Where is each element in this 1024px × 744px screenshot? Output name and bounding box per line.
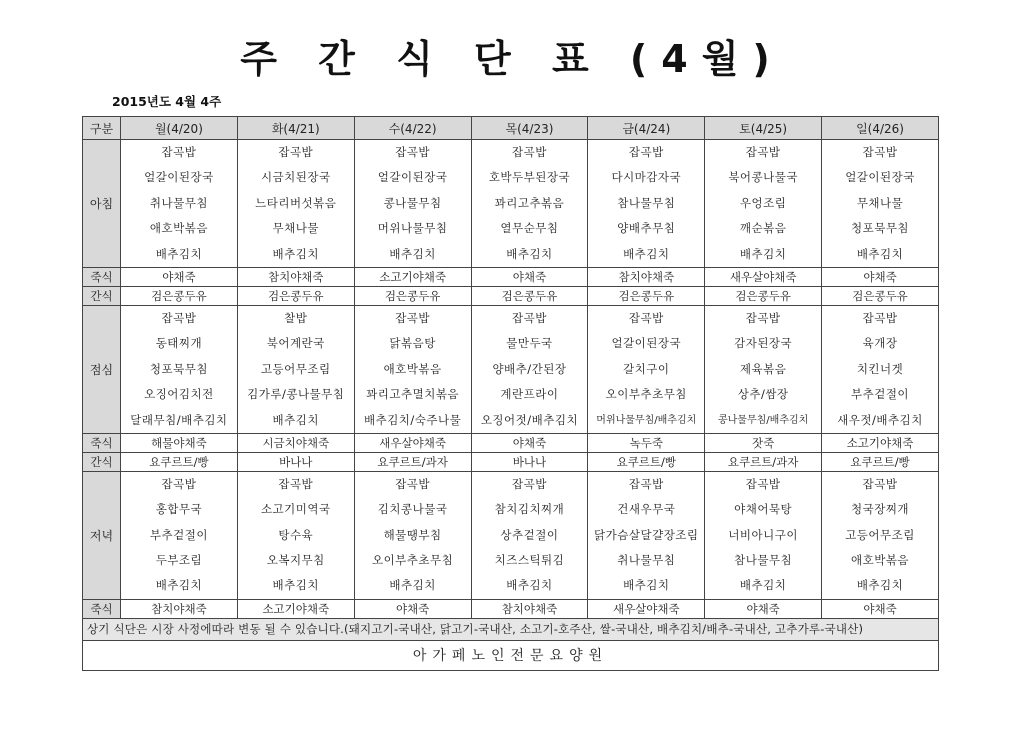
menu-item: 우엉조림 (739, 195, 787, 210)
menu-item: 새우젓/배추김치 (837, 412, 923, 427)
menu-item: 새우살야채죽 (705, 267, 822, 286)
menu-item: 배추김치 (739, 246, 787, 261)
menu-item: 배추김치 (272, 578, 319, 593)
menu-item: 요쿠르트/과자 (705, 452, 822, 471)
menu-item: 소고기야채죽 (237, 599, 354, 618)
menu-item: 잡곡밥 (745, 476, 781, 491)
menu-item: 참나물무침 (617, 195, 676, 210)
menu-item: 잡곡밥 (862, 476, 898, 491)
row-label: 죽식 (83, 267, 121, 286)
menu-item: 참나물무침 (734, 553, 793, 568)
menu-item: 잡곡밥 (628, 476, 664, 491)
menu-item: 검은콩두유 (705, 286, 822, 305)
menu-item: 잡곡밥 (745, 145, 781, 159)
menu-item: 잡곡밥 (395, 310, 431, 325)
menu-item: 검은콩두유 (121, 286, 238, 305)
menu-item: 부추겉절이 (149, 527, 208, 542)
menu-item: 얼갈이된장국 (611, 336, 682, 351)
menu-item: 상추/쌈장 (737, 387, 789, 402)
menu-item: 바나나 (237, 452, 354, 471)
menu-item: 육개장 (862, 336, 898, 351)
menu-item: 두부조림 (155, 553, 203, 568)
menu-item: 해물땡부침 (383, 527, 442, 542)
single-row (83, 433, 939, 452)
menu-item: 잡곡밥 (395, 145, 431, 159)
menu-item: 머위나물무침 (377, 221, 448, 236)
menu-item: 잡곡밥 (161, 310, 197, 325)
menu-item: 홍합무국 (155, 502, 203, 517)
menu-cell (354, 305, 471, 433)
menu-item: 요쿠르트/빵 (121, 452, 238, 471)
menu-item: 배추김치 (155, 578, 203, 593)
menu-item: 야채어묵탕 (734, 502, 793, 517)
menu-cell (705, 471, 822, 599)
menu-item: 잡곡밥 (161, 476, 197, 491)
menu-item: 꽈리고추볶음 (494, 195, 565, 210)
header-day: 금(4/24) (588, 117, 705, 140)
row-label: 저녁 (83, 471, 121, 599)
menu-item: 야채죽 (822, 599, 939, 618)
row-label: 간식 (83, 452, 121, 471)
menu-item: 동태찌개 (155, 336, 203, 351)
menu-item: 배추김치 (272, 246, 319, 261)
menu-item: 배추김치 (856, 246, 904, 261)
menu-item: 애호박볶음 (149, 221, 208, 236)
menu-item: 녹두죽 (588, 433, 705, 452)
menu-item: 청포묵무침 (149, 361, 208, 376)
meal-row (83, 471, 939, 599)
menu-cell (237, 140, 354, 268)
facility-row (83, 640, 939, 670)
menu-cell (354, 471, 471, 599)
menu-item: 소고기야채죽 (822, 433, 939, 452)
menu-item: 야채죽 (471, 433, 588, 452)
menu-cell (588, 140, 705, 268)
menu-item: 야채죽 (471, 267, 588, 286)
menu-item: 참치야채죽 (237, 267, 354, 286)
menu-item: 느타리버섯볶음 (255, 195, 337, 210)
menu-item: 애호박볶음 (383, 361, 442, 376)
menu-cell (121, 140, 238, 268)
menu-item: 시금치야채죽 (237, 433, 354, 452)
menu-item: 배추김치 (623, 578, 670, 593)
menu-cell (471, 140, 588, 268)
menu-item: 새우살야채죽 (354, 433, 471, 452)
menu-item: 잡곡밥 (628, 145, 664, 159)
menu-item: 오복지무침 (266, 553, 325, 568)
menu-item: 검은콩두유 (588, 286, 705, 305)
menu-item: 새우살야채죽 (588, 599, 705, 618)
menu-item: 꽈리고추멸치볶음 (366, 387, 460, 402)
menu-item: 시금치된장국 (260, 170, 331, 185)
menu-item: 김가루/콩나물무침 (247, 387, 345, 402)
menu-item: 야채죽 (121, 267, 238, 286)
menu-item: 머위나물무침/배추김치 (596, 414, 697, 426)
menu-item: 북어콩나물국 (728, 170, 798, 185)
row-label: 죽식 (83, 599, 121, 618)
menu-item: 무채나물 (272, 221, 319, 236)
menu-item: 배추김치 (389, 246, 436, 261)
menu-item: 너비아니구이 (728, 527, 798, 542)
menu-item: 소고기미역국 (260, 502, 331, 517)
row-label: 죽식 (83, 433, 121, 452)
header-row (83, 117, 939, 140)
menu-item: 잡곡밥 (512, 476, 547, 491)
header-day: 수(4/22) (354, 117, 471, 140)
header-day: 일(4/26) (822, 117, 939, 140)
menu-cell (121, 471, 238, 599)
menu-item: 청국장찌개 (851, 502, 910, 517)
menu-item: 잣죽 (705, 433, 822, 452)
menu-item: 배추김치 (856, 578, 904, 593)
menu-item: 잡곡밥 (745, 310, 781, 325)
row-label: 점심 (83, 305, 121, 433)
menu-item: 잡곡밥 (395, 476, 431, 491)
menu-item: 콩나물무침 (383, 195, 442, 210)
menu-item: 계란프라이 (500, 387, 559, 402)
menu-item: 참치야채죽 (121, 599, 238, 618)
menu-item: 배추김치 (506, 578, 553, 593)
menu-item: 배추김치 (739, 578, 787, 593)
row-label: 아침 (83, 140, 121, 268)
menu-item: 김치콩나물국 (377, 502, 448, 517)
menu-cell (237, 471, 354, 599)
menu-item: 무채나물 (856, 195, 904, 210)
menu-item: 깨순볶음 (739, 221, 787, 236)
header-day: 토(4/25) (705, 117, 822, 140)
menu-item: 제육볶음 (739, 361, 787, 376)
menu-item: 콩나물무침/배추김치 (717, 414, 809, 426)
row-label: 간식 (83, 286, 121, 305)
single-row (83, 599, 939, 618)
header-day: 목(4/23) (471, 117, 588, 140)
menu-item: 호박두부된장국 (488, 170, 571, 185)
menu-item: 물만두국 (506, 336, 553, 351)
menu-item: 야채죽 (705, 599, 822, 618)
menu-item: 배추김치 (389, 578, 436, 593)
menu-item: 잡곡밥 (862, 145, 898, 159)
menu-item: 참치김치찌개 (494, 502, 565, 517)
menu-item: 북어계란국 (266, 336, 325, 351)
menu-item: 검은콩두유 (471, 286, 588, 305)
menu-item: 소고기야채죽 (354, 267, 471, 286)
menu-item: 검은콩두유 (822, 286, 939, 305)
menu-cell (588, 305, 705, 433)
menu-item: 치킨너겟 (856, 361, 904, 376)
menu-item: 닭가슴살달걀장조림 (594, 527, 699, 542)
menu-item: 잡곡밥 (512, 145, 547, 159)
page-title: 주 간 식 단 표 (4월) (240, 37, 784, 81)
menu-item: 배추김치 (272, 412, 319, 427)
menu-item: 해물야채죽 (121, 433, 238, 452)
menu-item: 얼갈이된장국 (144, 170, 214, 185)
menu-item: 잡곡밥 (278, 476, 314, 491)
menu-body (83, 140, 939, 619)
menu-item: 배추김치/숙주나물 (363, 412, 462, 427)
menu-cell (471, 471, 588, 599)
menu-item: 바나나 (471, 452, 588, 471)
menu-item: 건새우무국 (617, 502, 676, 517)
meal-row (83, 140, 939, 268)
menu-item: 검은콩두유 (237, 286, 354, 305)
menu-item: 다시마감자국 (611, 170, 682, 185)
menu-item: 얼갈이된장국 (377, 170, 448, 185)
facility-name: 아가페노인전문요양원 (83, 640, 939, 670)
single-row (83, 267, 939, 286)
menu-item: 탕수육 (278, 527, 314, 542)
menu-item: 오징어젓/배추김치 (480, 412, 579, 427)
menu-item: 요쿠르트/빵 (822, 452, 939, 471)
menu-cell (822, 471, 939, 599)
menu-cell (705, 305, 822, 433)
menu-item: 치즈스틱튀김 (494, 553, 565, 568)
menu-cell (354, 140, 471, 268)
menu-item: 잡곡밥 (278, 145, 314, 159)
menu-item: 찰밥 (284, 310, 308, 325)
menu-item: 고등어무조림 (260, 361, 331, 376)
menu-cell (121, 305, 238, 433)
menu-cell (471, 305, 588, 433)
header-category: 구분 (83, 117, 121, 140)
menu-item: 양배추무침 (617, 221, 676, 236)
menu-item: 감자된장국 (734, 336, 793, 351)
menu-item: 오이부추초무침 (371, 553, 454, 568)
menu-item: 잡곡밥 (512, 310, 547, 325)
menu-item: 오이부추초무침 (605, 387, 687, 402)
menu-item: 얼갈이된장국 (845, 170, 915, 185)
menu-item: 야채죽 (354, 599, 471, 618)
menu-item: 상추겉절이 (500, 527, 559, 542)
menu-item: 닭볶음탕 (389, 336, 436, 351)
menu-item: 고등어무조림 (845, 527, 915, 542)
single-row (83, 286, 939, 305)
menu-item: 청포묵무침 (851, 221, 910, 236)
menu-item: 참치야채죽 (471, 599, 588, 618)
menu-item: 애호박볶음 (851, 553, 910, 568)
menu-item: 오징어김치전 (144, 387, 214, 402)
menu-item: 취나물무침 (617, 553, 676, 568)
notice-row (83, 618, 939, 640)
menu-item: 잡곡밥 (628, 310, 664, 325)
menu-cell (822, 140, 939, 268)
menu-cell (237, 305, 354, 433)
menu-item: 양배추/간된장 (492, 361, 567, 376)
origin-notice: 상기 식단은 시장 사정에따라 변동 될 수 있습니다.(돼지고기-국내산, 닭고기-국내산, 소고기-호주산, 쌀-국내산, 배추김치/배추-국내산, 고추가루-국내산) (83, 618, 939, 640)
menu-item: 열무순무침 (500, 221, 559, 236)
menu-item: 취나물무침 (149, 195, 208, 210)
menu-item: 요쿠르트/과자 (354, 452, 471, 471)
header-day: 화(4/21) (237, 117, 354, 140)
menu-item: 요쿠르트/빵 (588, 452, 705, 471)
menu-cell (822, 305, 939, 433)
menu-item: 달래무침/배추김치 (130, 412, 228, 427)
menu-item: 야채죽 (822, 267, 939, 286)
menu-item: 잡곡밥 (862, 310, 898, 325)
menu-item: 참치야채죽 (588, 267, 705, 286)
header-day: 월(4/20) (121, 117, 238, 140)
weekly-menu-table (82, 116, 939, 671)
menu-item: 잡곡밥 (161, 145, 197, 159)
menu-item: 검은콩두유 (354, 286, 471, 305)
menu-item: 부추겉절이 (851, 387, 910, 402)
menu-item: 갈치구이 (623, 361, 670, 376)
menu-cell (588, 471, 705, 599)
week-label: 2015년도 4월 4주 (112, 94, 222, 109)
meal-row (83, 305, 939, 433)
single-row (83, 452, 939, 471)
menu-cell (705, 140, 822, 268)
menu-item: 배추김치 (506, 246, 553, 261)
menu-item: 배추김치 (623, 246, 670, 261)
menu-item: 배추김치 (155, 246, 203, 261)
